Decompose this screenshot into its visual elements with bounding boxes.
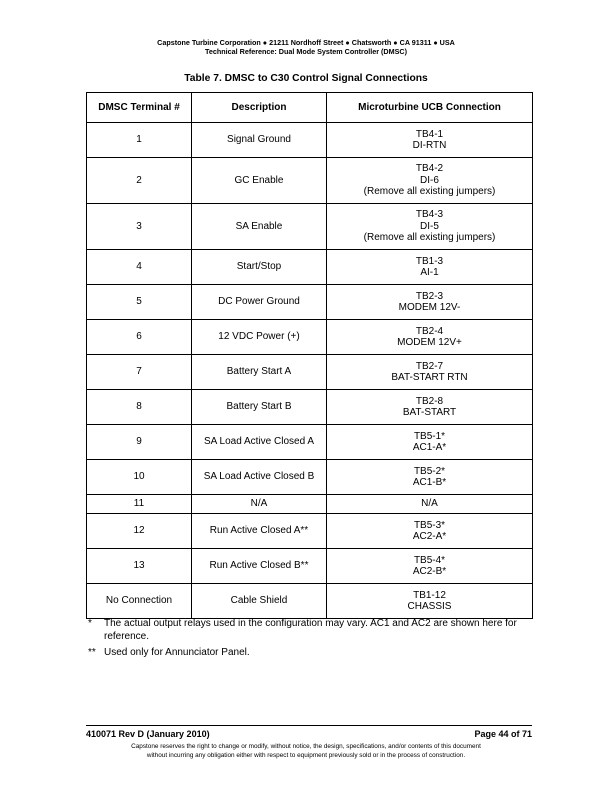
- connection-line: TB5-3*: [413, 519, 446, 531]
- terminal-cell: 7: [87, 355, 192, 390]
- connection-line: AI-1: [420, 267, 439, 278]
- connection-line: BAT-START RTN: [391, 372, 468, 383]
- disclaimer-line: Capstone reserves the right to change or modify, without notice, the design, specifications, and/or contents of this document: [131, 743, 481, 750]
- description-cell: SA Load Active Closed A: [192, 425, 327, 460]
- description-cell: SA Enable: [192, 204, 327, 250]
- description-cell: SA Load Active Closed B: [192, 460, 327, 495]
- table-row: [87, 320, 533, 355]
- document-id: 410071 Rev D (January 2010): [86, 729, 210, 739]
- connection-cell: [327, 355, 533, 390]
- column-header-connection: Microturbine UCB Connection: [327, 93, 533, 123]
- table-row: [87, 584, 533, 619]
- footnote-mark: *: [88, 618, 92, 629]
- terminal-cell: 11: [87, 495, 192, 514]
- table-row: [87, 390, 533, 425]
- connection-cell: [327, 584, 533, 619]
- terminal-cell: No Connection: [87, 584, 192, 619]
- connection-line: TB2-3: [415, 290, 444, 302]
- connection-line: AC2-A*: [412, 531, 447, 542]
- header-doc-title: Technical Reference: Dual Mode System Controller (DMSC): [205, 47, 407, 56]
- connection-line: MODEM 12V+: [397, 337, 462, 348]
- connection-cell: [327, 549, 533, 584]
- connection-line: AC1-A*: [412, 442, 447, 453]
- description-cell: Start/Stop: [192, 250, 327, 285]
- connection-line: TB1-3: [415, 255, 444, 267]
- connection-line: TB5-1*: [413, 430, 446, 442]
- connection-cell: [327, 460, 533, 495]
- connection-line: (Remove all existing jumpers): [363, 232, 496, 244]
- connection-line: MODEM 12V-: [398, 302, 461, 313]
- footnote: [88, 647, 532, 660]
- description-cell: DC Power Ground: [192, 285, 327, 320]
- column-header-terminal: DMSC Terminal #: [87, 93, 192, 123]
- connection-line: (Remove all existing jumpers): [363, 186, 496, 198]
- connection-cell: [327, 320, 533, 355]
- footnotes: [88, 618, 532, 664]
- connection-line: DI-6: [420, 174, 439, 186]
- disclaimer-line: without incurring any obligation either with respect to equipment previously sold or in the process of construction.: [146, 751, 466, 759]
- terminal-cell: 3: [87, 204, 192, 250]
- connection-line: TB4-2: [415, 163, 444, 175]
- table-row: [87, 514, 533, 549]
- table-row: [87, 123, 533, 158]
- description-cell: Battery Start B: [192, 390, 327, 425]
- connection-cell: [327, 495, 533, 514]
- description-cell: GC Enable: [192, 158, 327, 204]
- footnote-mark: **: [88, 647, 96, 658]
- terminal-cell: 2: [87, 158, 192, 204]
- connection-line: TB2-4: [415, 325, 444, 337]
- connection-cell: [327, 514, 533, 549]
- table-body: [87, 123, 533, 619]
- connection-line: TB4-1: [415, 128, 444, 140]
- table-row: [87, 460, 533, 495]
- terminal-cell: 8: [87, 390, 192, 425]
- connection-cell: [327, 123, 533, 158]
- table-row: [87, 549, 533, 584]
- terminal-cell: 1: [87, 123, 192, 158]
- description-cell: Cable Shield: [192, 584, 327, 619]
- terminal-cell: 10: [87, 460, 192, 495]
- connection-line: TB2-8: [415, 395, 444, 407]
- column-header-description: Description: [192, 93, 327, 123]
- terminal-cell: 5: [87, 285, 192, 320]
- connection-line: AC1-B*: [412, 477, 447, 488]
- signal-connections-table: [86, 92, 533, 619]
- description-cell: Signal Ground: [192, 123, 327, 158]
- connection-line: CHASSIS: [407, 601, 452, 612]
- connection-cell: [327, 390, 533, 425]
- footnote-text: The actual output relays used in the configuration may vary. AC1 and AC2 are shown here for reference.: [104, 618, 517, 642]
- terminal-cell: 9: [87, 425, 192, 460]
- connection-line: BAT-START: [402, 407, 457, 418]
- table-row: [87, 250, 533, 285]
- table-row: [87, 355, 533, 390]
- connection-cell: [327, 204, 533, 250]
- connection-line: TB1-12: [413, 589, 446, 601]
- page-header: [0, 38, 612, 56]
- table-row: [87, 158, 533, 204]
- connection-line: DI-RTN: [412, 140, 447, 151]
- table-caption: Table 7. DMSC to C30 Control Signal Connections: [184, 73, 428, 84]
- footnote-text: Used only for Annunciator Panel.: [104, 647, 250, 658]
- connection-cell: [327, 158, 533, 204]
- connection-cell: [327, 285, 533, 320]
- description-cell: Battery Start A: [192, 355, 327, 390]
- table-row: [87, 285, 533, 320]
- connection-cell: [327, 250, 533, 285]
- footer-divider: [86, 725, 532, 726]
- description-cell: N/A: [192, 495, 327, 514]
- table-row: [87, 425, 533, 460]
- connection-line: TB5-2*: [413, 465, 446, 477]
- description-cell: 12 VDC Power (+): [192, 320, 327, 355]
- connection-line: DI-5: [420, 220, 439, 232]
- description-cell: Run Active Closed A**: [192, 514, 327, 549]
- table-row: [87, 204, 533, 250]
- connection-line: TB2-7: [415, 360, 444, 372]
- connection-line: TB5-4*: [413, 554, 446, 566]
- connection-line: N/A: [421, 498, 438, 510]
- header-address: Capstone Turbine Corporation ● 21211 Nordhoff Street ● Chatsworth ● CA 91311 ● USA: [157, 38, 455, 47]
- table-row: [87, 495, 533, 514]
- description-cell: Run Active Closed B**: [192, 549, 327, 584]
- connection-cell: [327, 425, 533, 460]
- disclaimer: [0, 743, 612, 760]
- terminal-cell: 6: [87, 320, 192, 355]
- terminal-cell: 12: [87, 514, 192, 549]
- terminal-cell: 4: [87, 250, 192, 285]
- connection-line: AC2-B*: [412, 566, 447, 577]
- connection-line: TB4-3: [415, 209, 444, 221]
- terminal-cell: 13: [87, 549, 192, 584]
- table-header-row: [87, 93, 533, 123]
- footnote: [88, 618, 532, 643]
- page-number: Page 44 of 71: [474, 729, 532, 739]
